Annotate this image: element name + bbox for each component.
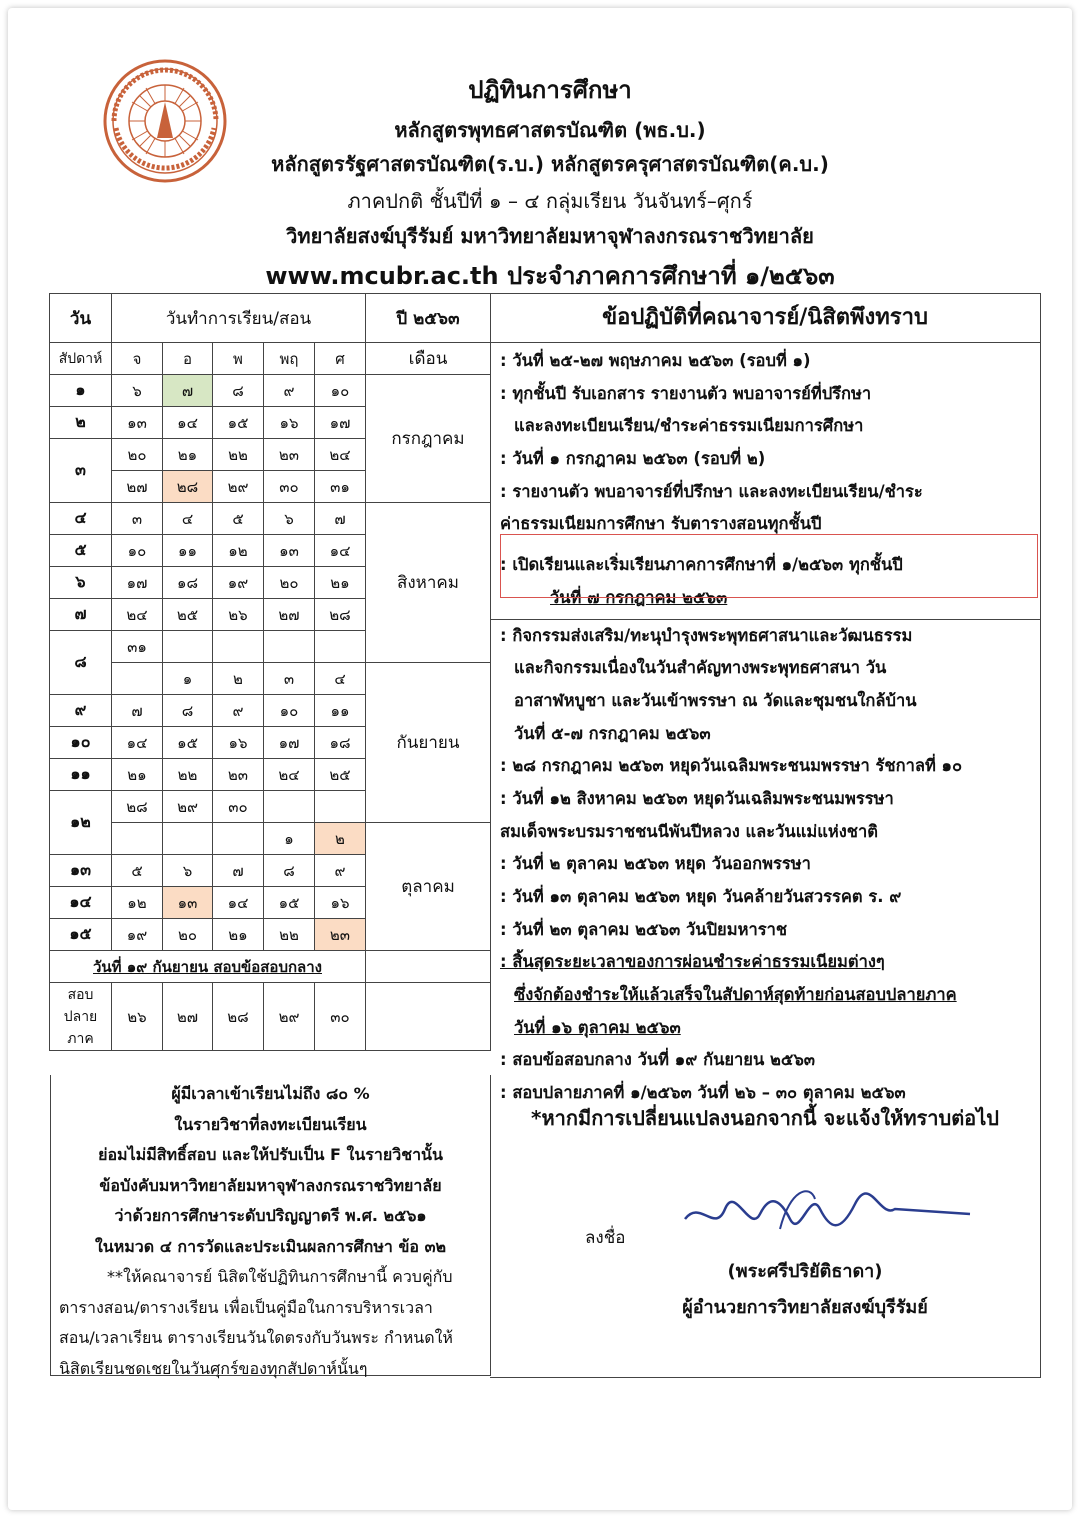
day-cell: ๑๗ — [264, 727, 315, 759]
day-cell: ๕ — [213, 503, 264, 535]
day-cell-highlight: ๗ — [163, 375, 213, 407]
day-cell — [264, 791, 315, 823]
day-cell: ๒๑ — [213, 919, 264, 951]
day-cell: ๑๔ — [112, 727, 163, 759]
day-cell: ๒๒ — [213, 439, 264, 471]
final-label-1: สอบ — [67, 986, 94, 1003]
day-cell — [213, 631, 264, 663]
week-number: ๓ — [50, 439, 112, 503]
day-cell: ๑๙ — [213, 567, 264, 599]
day-cell-holiday: ๒ — [315, 823, 366, 855]
day-cell: ๓ — [264, 663, 315, 695]
day-cell: ๗ — [112, 695, 163, 727]
header-day: วัน — [50, 294, 112, 343]
empty-cell — [366, 983, 491, 1051]
day-cell: ๑๑ — [163, 535, 213, 567]
week-number: ๑๑ — [50, 759, 112, 791]
day-cell: ๑๘ — [163, 567, 213, 599]
day-cell: ๑๐ — [315, 375, 366, 407]
page-title: ปฏิทินการศึกษา — [468, 76, 632, 104]
month-july: กรกฎาคม — [366, 375, 491, 503]
day-cell: ๒๑ — [112, 759, 163, 791]
rule-line: ว่าด้วยการศึกษาระดับปริญญาตรี พ.ศ. ๒๕๖๑ — [114, 1206, 427, 1225]
day-cell: ๑๙ — [112, 919, 163, 951]
day-cell — [315, 631, 366, 663]
header-fri: ศ — [315, 343, 366, 375]
day-cell: ๑๔ — [213, 887, 264, 919]
signer-title: ผู้อำนวยการวิทยาลัยสงฆ์บุรีรัมย์ — [682, 1297, 928, 1318]
day-cell: ๒๒ — [163, 759, 213, 791]
empty-cell — [366, 951, 491, 983]
note-line: **ให้คณาจารย์ นิสิตใช้ปฏิทินการศึกษานี้ ควบคู่กับ — [107, 1267, 453, 1286]
week-number: ๑๕ — [50, 919, 112, 951]
week-number: ๗ — [50, 599, 112, 631]
guidelines-list — [490, 343, 1040, 1112]
week-number: ๑๓ — [50, 855, 112, 887]
guideline-line: : วันที่ ๑๒ สิงหาคม ๒๕๖๓ หยุดวันเฉลิมพระชนมพรรษา — [500, 788, 894, 808]
midterm-exam-note: วันที่ ๑๙ กันยายน สอบข้อสอบกลาง — [50, 951, 366, 983]
day-cell: ๑๐ — [264, 695, 315, 727]
header-year: ปี ๒๕๖๓ — [366, 294, 491, 343]
day-cell: ๒๒ — [264, 919, 315, 951]
day-cell: ๒ — [213, 663, 264, 695]
change-notice: *หากมีการเปลี่ยนแปลงนอกจากนี้ จะแจ้งให้ทราบต่อไป — [531, 1106, 999, 1130]
guidelines-panel — [490, 293, 1041, 1378]
day-cell: ๓๐ — [213, 791, 264, 823]
day-cell: ๑๐ — [112, 535, 163, 567]
header-teaching-days: วันทำการเรียน/สอน — [112, 294, 366, 343]
day-cell: ๒๐ — [264, 567, 315, 599]
day-cell: ๘ — [213, 375, 264, 407]
day-cell: ๓๑ — [315, 471, 366, 503]
month-september: กันยายน — [366, 663, 491, 823]
day-cell — [112, 823, 163, 855]
header-thu: พฤ — [264, 343, 315, 375]
header-week: สัปดาห์ — [50, 343, 112, 375]
day-cell: ๒๙ — [163, 791, 213, 823]
guideline-line: : สอบข้อสอบกลาง วันที่ ๑๙ กันยายน ๒๕๖๓ — [500, 1050, 816, 1070]
day-cell: ๒๑ — [315, 567, 366, 599]
day-cell: ๗ — [315, 503, 366, 535]
week-number: ๑๐ — [50, 727, 112, 759]
day-cell-holiday: ๒๓ — [315, 919, 366, 951]
note-line: สอน/เวลาเรียน ตารางเรียนวันใดตรงกับวันพระ กำหนดให้ — [59, 1328, 453, 1347]
signature — [680, 1179, 980, 1249]
day-cell: ๑ — [264, 823, 315, 855]
final-day-cell: ๓๐ — [315, 983, 366, 1051]
day-cell: ๑๓ — [264, 535, 315, 567]
rule-line: ข้อบังคับมหาวิทยาลัยมหาจุฬาลงกรณราชวิทยาลัย — [99, 1175, 442, 1195]
usage-note — [51, 1262, 490, 1384]
day-cell: ๑๕ — [213, 407, 264, 439]
day-cell: ๓ — [112, 503, 163, 535]
day-cell: ๑๔ — [163, 407, 213, 439]
day-cell: ๙ — [315, 855, 366, 887]
day-cell — [213, 823, 264, 855]
guideline-line: : รายงานตัว พบอาจารย์ที่ปรึกษา และลงทะเบียนเรียน/ชำระ — [500, 481, 923, 501]
day-cell: ๑๗ — [112, 567, 163, 599]
rule-line: ในรายวิชาที่ลงทะเบียนเรียน — [174, 1114, 367, 1134]
day-cell: ๙ — [264, 375, 315, 407]
day-cell: ๑๓ — [112, 407, 163, 439]
day-cell: ๒๔ — [264, 759, 315, 791]
guideline-line: วันที่ ๕-๗ กรกฎาคม ๒๕๖๓ — [514, 723, 711, 743]
day-cell: ๓๐ — [264, 471, 315, 503]
guideline-line: : วันที่ ๒๓ ตุลาคม ๒๕๖๓ วันปิยมหาราช — [500, 919, 788, 939]
header-mon: จ — [112, 343, 163, 375]
day-cell: ๒๘ — [112, 791, 163, 823]
final-label-3: ภาค — [67, 1030, 94, 1047]
day-cell: ๑ — [163, 663, 213, 695]
day-cell: ๔ — [163, 503, 213, 535]
day-cell: ๘ — [264, 855, 315, 887]
week-number: ๖ — [50, 567, 112, 599]
header-line-4: ภาคปกติ ชั้นปีที่ ๑ – ๔ กลุ่มเรียน วันจันทร์–ศุกร์ — [347, 189, 753, 213]
signer-name: (พระศรีปริยัติธาดา) — [727, 1261, 883, 1282]
header-month: เดือน — [366, 343, 491, 375]
day-cell: ๑๔ — [315, 535, 366, 567]
day-cell — [315, 791, 366, 823]
week-number: ๙ — [50, 695, 112, 727]
day-cell: ๒๕ — [163, 599, 213, 631]
day-cell: ๖ — [112, 375, 163, 407]
attendance-rule-text — [51, 1079, 490, 1262]
day-cell — [264, 631, 315, 663]
day-cell: ๒๓ — [213, 759, 264, 791]
guideline-line: วันที่ ๑๖ ตุลาคม ๒๕๖๓ — [514, 1017, 681, 1037]
day-cell: ๗ — [213, 855, 264, 887]
day-cell: ๓๑ — [112, 631, 163, 663]
final-day-cell: ๒๙ — [264, 983, 315, 1051]
day-cell: ๒๔ — [315, 439, 366, 471]
day-cell: ๒๑ — [163, 439, 213, 471]
week-number: ๑๒ — [50, 791, 112, 855]
guideline-line: สมเด็จพระบรมราชชนนีพันปีหลวง และวันแม่แห่งชาติ — [500, 821, 878, 841]
header-line-2: หลักสูตรพุทธศาสตรบัณฑิต (พธ.บ.) — [394, 118, 706, 142]
final-day-cell: ๒๖ — [112, 983, 163, 1051]
header-wed: พ — [213, 343, 264, 375]
attendance-rule-box — [50, 1075, 491, 1376]
guideline-line: : สอบปลายภาคที่ ๑/๒๕๖๓ วันที่ ๒๖ – ๓๐ ตุลาคม ๒๕๖๓ — [500, 1083, 906, 1103]
guideline-line: อาสาฬหบูชา และวันเข้าพรรษา ณ วัดและชุมชนใกล้บ้าน — [514, 690, 917, 710]
week-number: ๕ — [50, 535, 112, 567]
day-cell: ๘ — [163, 695, 213, 727]
guidelines-title: ข้อปฏิบัติที่คณาจารย์/นิสิตพึงทราบ — [490, 294, 1040, 343]
week-number: ๑ — [50, 375, 112, 407]
guideline-line: และลงทะเบียนเรียน/ชำระค่าธรรมเนียมการศึกษา — [514, 416, 864, 436]
day-cell: ๑๕ — [264, 887, 315, 919]
day-cell: ๒๗ — [264, 599, 315, 631]
day-cell: ๒๖ — [213, 599, 264, 631]
week-number: ๘ — [50, 631, 112, 695]
note-line: ตารางสอน/ตารางเรียน เพื่อเป็นคู่มือในการบริหารเวลา — [59, 1297, 433, 1317]
day-cell: ๒๗ — [112, 471, 163, 503]
day-cell: ๖ — [264, 503, 315, 535]
day-cell: ๑๑ — [315, 695, 366, 727]
guideline-line: : ๒๘ กรกฎาคม ๒๕๖๓ หยุดวันเฉลิมพระชนมพรรษา รัชกาลที่ ๑๐ — [500, 756, 963, 776]
rule-line: ผู้มีเวลาเข้าเรียนไม่ถึง ๘๐ % — [171, 1084, 370, 1103]
week-number: ๑๔ — [50, 887, 112, 919]
day-cell: ๒๘ — [315, 599, 366, 631]
guideline-line: : ทุกชั้นปี รับเอกสาร รายงานตัว พบอาจารย์ที่ปรึกษา — [500, 383, 872, 403]
day-cell: ๔ — [315, 663, 366, 695]
day-cell: ๑๗ — [315, 407, 366, 439]
guideline-line: : วันที่ ๒๕-๒๗ พฤษภาคม ๒๕๖๓ (รอบที่ ๑) — [500, 351, 811, 370]
sign-label: ลงชื่อ — [585, 1228, 626, 1248]
week-number: ๒ — [50, 407, 112, 439]
guideline-line-class-start: : เปิดเรียนและเริ่มเรียนภาคการศึกษาที่ ๑/๒๕๖๓ ทุกชั้นปี — [500, 555, 903, 575]
day-cell: ๕ — [112, 855, 163, 887]
header-line-6: www.mcubr.ac.th ประจำภาคการศึกษาที่ ๑/๒๕๖๓ — [265, 262, 835, 290]
day-cell: ๑๒ — [213, 535, 264, 567]
day-cell: ๒๓ — [264, 439, 315, 471]
day-cell: ๒๕ — [315, 759, 366, 791]
day-cell: ๑๕ — [163, 727, 213, 759]
guideline-line: : สิ้นสุดระยะเวลาของการผ่อนชำระค่าธรรมเนียมต่างๆ — [500, 952, 885, 972]
month-october: ตุลาคม — [366, 823, 491, 951]
header-line-5: วิทยาลัยสงฆ์บุรีรัมย์ มหาวิทยาลัยมหาจุฬาลงกรณราชวิทยาลัย — [286, 224, 814, 248]
day-cell: ๒๙ — [213, 471, 264, 503]
guideline-line: : วันที่ ๒ ตุลาคม ๒๕๖๓ หยุด วันออกพรรษา — [500, 854, 811, 874]
final-exam-label — [50, 983, 112, 1051]
header-tue: อ — [163, 343, 213, 375]
academic-calendar-table — [49, 293, 491, 1051]
day-cell: ๑๒ — [112, 887, 163, 919]
rule-line: ในหมวด ๔ การวัดและประเมินผลการศึกษา ข้อ ๓๒ — [94, 1236, 447, 1256]
note-line: นิสิตเรียนชดเชยในวันศุกร์ของทุกสัปดาห์นั้นๆ — [59, 1358, 368, 1378]
guideline-line: ซึ่งจักต้องชำระให้แล้วเสร็จในสัปดาห์สุดท้ายก่อนสอบปลายภาค — [514, 985, 957, 1005]
day-cell — [163, 823, 213, 855]
final-day-cell: ๒๘ — [213, 983, 264, 1051]
highlight-box — [500, 534, 1038, 598]
day-cell: ๒๔ — [112, 599, 163, 631]
day-cell: ๑๖ — [264, 407, 315, 439]
week-number: ๔ — [50, 503, 112, 535]
final-day-cell: ๒๗ — [163, 983, 213, 1051]
day-cell: ๒๐ — [163, 919, 213, 951]
day-cell-holiday: ๒๘ — [163, 471, 213, 503]
header-line-3: หลักสูตรรัฐศาสตรบัณฑิต(ร.บ.) หลักสูตรครุศาสตรบัณฑิต(ค.บ.) — [271, 152, 829, 176]
day-cell — [112, 663, 163, 695]
month-august: สิงหาคม — [366, 503, 491, 663]
day-cell — [163, 631, 213, 663]
guideline-line: : กิจกรรมส่งเสริม/ทะนุบำรุงพระพุทธศาสนาและวัฒนธรรม — [500, 625, 913, 645]
day-cell: ๑๘ — [315, 727, 366, 759]
guideline-line: : วันที่ ๑ กรกฎาคม ๒๕๖๓ (รอบที่ ๒) — [500, 449, 766, 469]
rule-line: ย่อมไม่มีสิทธิ์สอบ และให้ปรับเป็น F ในรายวิชานั้น — [98, 1145, 443, 1164]
guideline-line-class-start-date: วันที่ ๗ กรกฎาคม ๒๕๖๓ — [550, 587, 728, 607]
guideline-line: : วันที่ ๑๓ ตุลาคม ๒๕๖๓ หยุด วันคล้ายวันสวรรคต ร. ๙ — [500, 887, 902, 906]
day-cell: ๑๖ — [213, 727, 264, 759]
guideline-line: และกิจกรรมเนื่องในวันสำคัญทางพระพุทธศาสนา วัน — [514, 658, 887, 678]
day-cell: ๑๖ — [315, 887, 366, 919]
day-cell: ๖ — [163, 855, 213, 887]
final-label-2: ปลาย — [63, 1008, 98, 1025]
day-cell: ๒๐ — [112, 439, 163, 471]
guideline-line: ค่าธรรมเนียมการศึกษา รับตารางสอนทุกชั้นปี — [500, 514, 822, 534]
day-cell-holiday: ๑๓ — [163, 887, 213, 919]
day-cell: ๙ — [213, 695, 264, 727]
